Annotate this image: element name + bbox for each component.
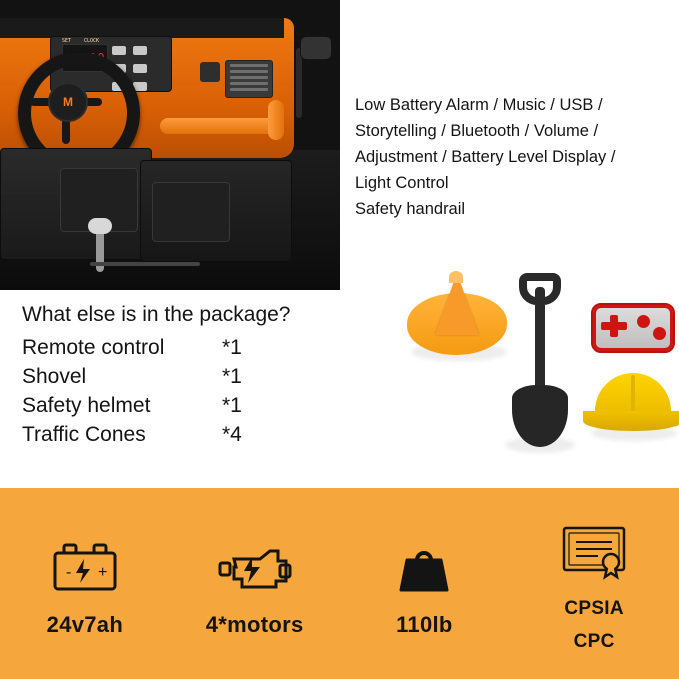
features-text-block	[355, 92, 675, 222]
feature-line: Storytelling / Bluetooth / Volume /	[355, 122, 599, 140]
feature-line: Light Control	[355, 174, 449, 192]
display-label-right: CLOCK	[84, 38, 100, 44]
spec-certification	[519, 514, 669, 654]
shovel-handle	[535, 287, 545, 393]
package-item-name: Safety helmet	[22, 394, 151, 417]
list-item	[22, 362, 352, 391]
gear-shifter-knob	[88, 218, 112, 234]
seat-right-cushion	[152, 182, 230, 242]
safety-handrail-vertical	[268, 100, 284, 140]
speaker-grille	[225, 60, 273, 98]
remote-button-b	[653, 327, 666, 340]
package-contents-block	[22, 303, 352, 449]
svg-text:-: -	[65, 564, 72, 581]
package-item-qty: *1	[222, 336, 242, 359]
remote-dpad-horizontal	[601, 322, 627, 330]
spec-label-secondary: CPC	[573, 630, 615, 652]
weight-icon	[349, 530, 499, 604]
spec-motors	[180, 530, 330, 637]
spec-weight	[349, 530, 499, 637]
spec-label: CPSIA	[564, 597, 624, 619]
spec-label: 110lb	[396, 612, 453, 637]
steering-hub	[48, 82, 88, 122]
spec-label: 4*motors	[205, 612, 304, 637]
package-item-qty: *1	[222, 394, 242, 417]
package-item-qty: *4	[222, 423, 242, 446]
dash-button	[133, 64, 147, 73]
dash-button	[112, 46, 126, 55]
vehicle-interior-photo	[0, 0, 340, 290]
list-item	[22, 333, 352, 362]
list-item	[22, 391, 352, 420]
rearview-mirror	[300, 36, 332, 60]
spec-bar	[0, 488, 679, 679]
package-title: What else is in the package?	[22, 303, 291, 326]
remote-button-a	[637, 315, 650, 328]
spec-battery	[10, 530, 160, 637]
remote-dpad	[601, 315, 627, 337]
motor-icon	[180, 530, 330, 604]
battery-icon	[10, 530, 160, 604]
dash-button	[133, 46, 147, 55]
dashboard-knob	[200, 62, 220, 82]
certificate-icon	[519, 514, 669, 588]
feature-line: Safety handrail	[355, 200, 466, 218]
spec-label: 24v7ah	[46, 612, 124, 637]
brand-logo: M	[63, 95, 73, 109]
traffic-cone-tip	[449, 271, 463, 283]
feature-line: Low Battery Alarm / Music / USB /	[355, 96, 603, 114]
helmet-brim	[583, 411, 679, 431]
package-item-qty: *1	[222, 365, 242, 388]
package-item-name: Traffic Cones	[22, 423, 146, 446]
floor-edge	[90, 262, 200, 266]
package-item-name: Remote control	[22, 336, 165, 359]
display-label-left: SET	[62, 38, 72, 44]
feature-line: Adjustment / Battery Level Display /	[355, 148, 616, 166]
accessories-photo	[395, 265, 679, 470]
list-item	[22, 420, 352, 449]
dashboard-top-strip	[0, 18, 284, 38]
safety-handrail	[160, 118, 280, 134]
svg-text:+: +	[97, 564, 108, 581]
helmet-ridge	[631, 375, 635, 413]
display-value: 00:00	[64, 51, 106, 65]
package-item-name: Shovel	[22, 365, 87, 388]
